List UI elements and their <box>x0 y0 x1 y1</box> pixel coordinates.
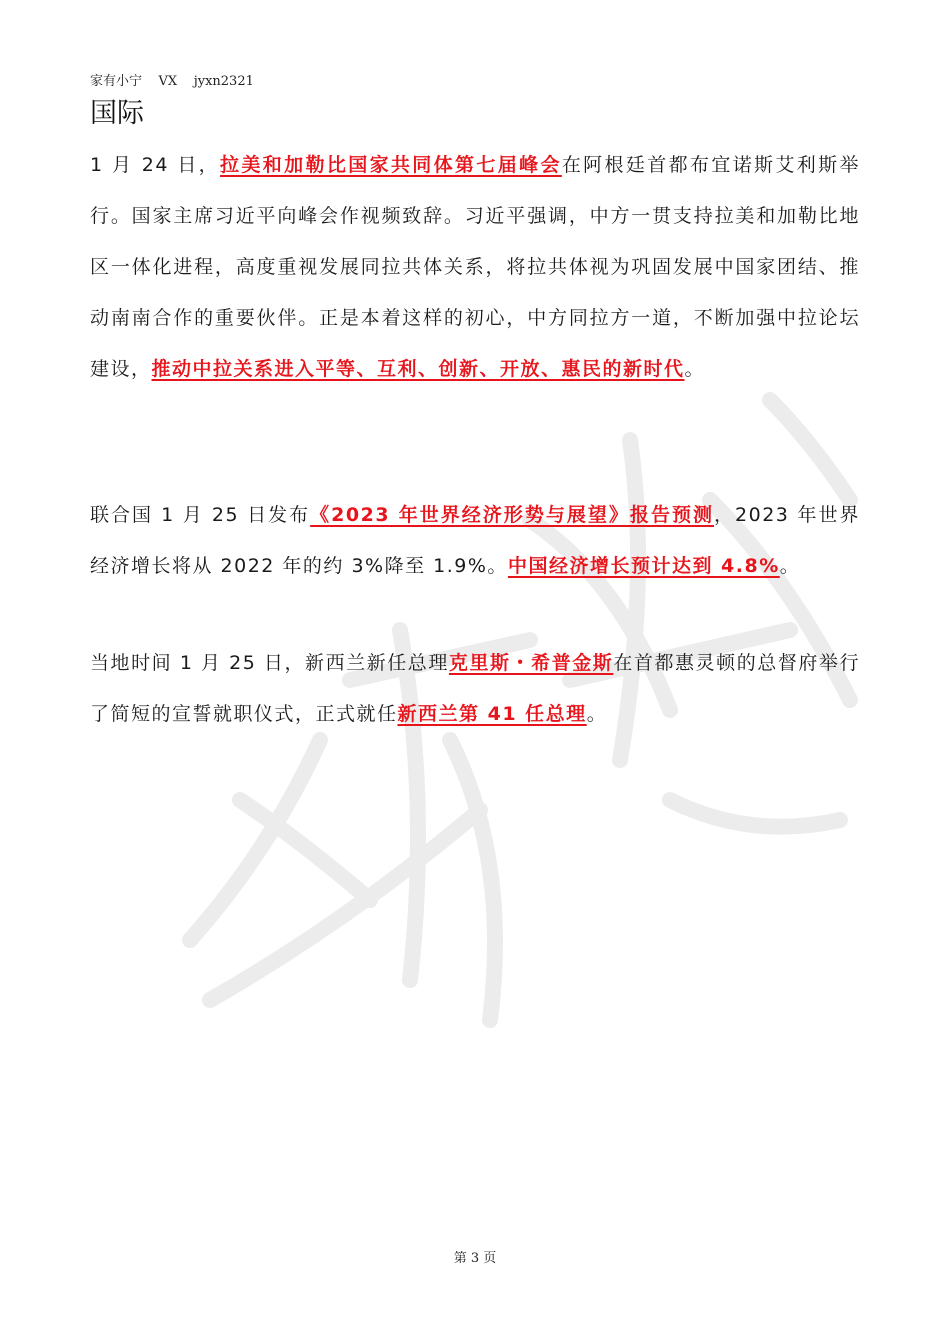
news-paragraph-2 <box>90 490 860 592</box>
paragraph-text: 在阿根廷首都布宜诺斯艾利斯举行。国家主席习近平向峰会作视频致辞。习近平强调，中方一贯支持拉美和加勒比地区一体化进程，高度重视发展同拉共体关系，将拉共体视为巩固发展中国家团结、推动南南合作的重要伙伴。正是本着这样的初心，中方同拉方一道，不断加强中拉论坛建设， <box>90 154 860 380</box>
news-paragraph-3 <box>90 638 860 740</box>
paragraph-text: 联合国 1 月 25 日发布 <box>90 504 311 526</box>
paragraph-text: 。 <box>779 555 801 577</box>
paragraph-text: 。 <box>586 703 608 725</box>
highlighted-text: 拉美和加勒比国家共同体第七届峰会 <box>220 154 562 176</box>
document-header: 家有小宁 VX jyxn2321 <box>90 74 254 89</box>
highlighted-text: 推动中拉关系进入平等、互利、创新、开放、惠民的新时代 <box>151 358 685 380</box>
paragraph-text: 当地时间 1 月 25 日，新西兰新任总理 <box>90 652 449 674</box>
paragraph-text: 。 <box>684 358 706 380</box>
highlighted-text: 中国经济增长预计达到 4.8% <box>507 555 780 577</box>
page-number: 第 3 页 <box>453 1251 497 1266</box>
news-paragraph-1 <box>90 140 860 395</box>
highlighted-text: 《2023 年世界经济形势与展望》报告预测 <box>310 504 715 526</box>
highlighted-text: 新西兰第 41 任总理 <box>397 703 587 725</box>
section-title: 国际 <box>90 98 144 129</box>
paragraph-text: 1 月 24 日， <box>90 154 221 176</box>
highlighted-text: 克里斯・希普金斯 <box>448 652 614 674</box>
paragraph-text: ，2023 年世界经济增长将从 2022 年的约 3%降至 1.9%。 <box>90 504 860 577</box>
paragraph-text: 在首都惠灵顿的总督府举行了简短的宣誓就职仪式，正式就任 <box>90 652 860 725</box>
